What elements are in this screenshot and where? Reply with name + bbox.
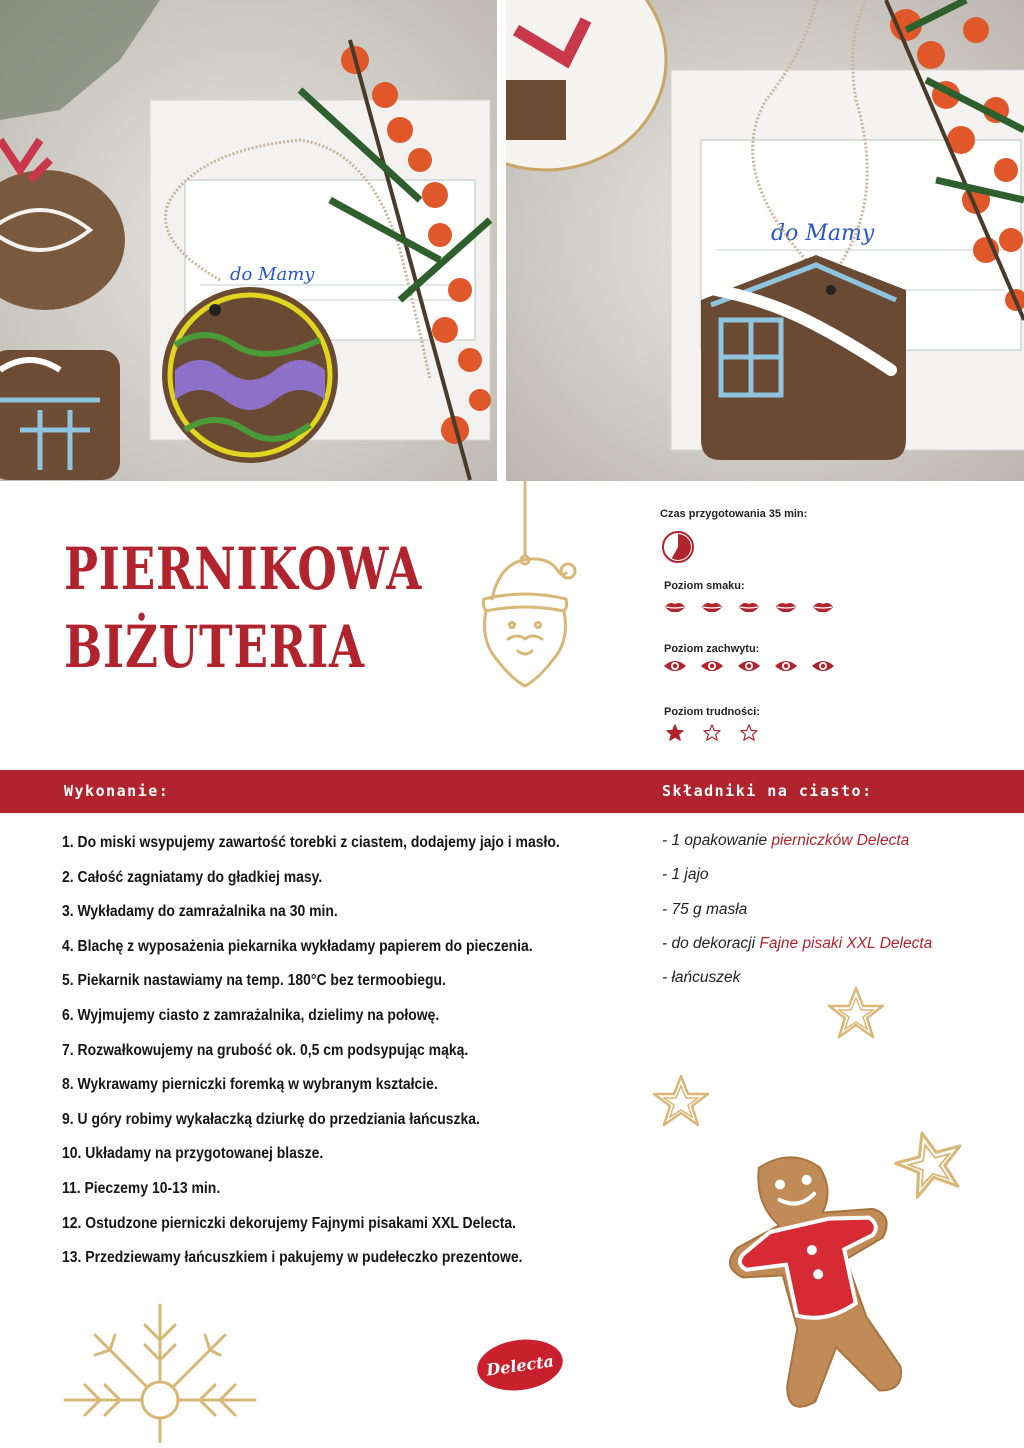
section-header-band: [0, 770, 1024, 813]
ingredients-list: [662, 828, 932, 999]
step-item: 9. U góry robimy wykałaczką dziurkę do przedziania łańcuszka.: [62, 1110, 480, 1128]
eye-icon: [774, 656, 798, 676]
photo-ornament-pendant: [0, 0, 497, 481]
step-item: 12. Ostudzone pierniczki dekorujemy Fajnymi pisakami XXL Delecta.: [62, 1214, 517, 1232]
difficulty-star-icon: [737, 723, 761, 743]
delight-label: Poziom zachwytu:: [664, 643, 760, 655]
santa-ornament-icon: [470, 481, 580, 691]
lips-icon: [737, 597, 761, 617]
prep-time-fill: [672, 534, 691, 560]
lips-icon: [811, 597, 835, 617]
taste-rating: [663, 597, 835, 617]
delight-rating: [663, 656, 835, 676]
taste-label: Poziom smaku:: [664, 580, 745, 592]
step-item: 11. Pieczemy 10-13 min.: [62, 1179, 221, 1197]
step-item: 7. Rozwałkowujemy na grubość ok. 0,5 cm podsypując mąką.: [62, 1041, 469, 1059]
ingredient-item: - 1 opakowanie pierniczków Delecta: [662, 832, 910, 849]
lips-icon: [663, 597, 687, 617]
step-item: 4. Blachę z wyposażenia piekarnika wykładamy papierem do pieczenia.: [62, 937, 533, 955]
lips-icon: [774, 597, 798, 617]
photo-house-pendant: [506, 0, 1024, 481]
difficulty-label: Poziom trudności:: [664, 706, 760, 718]
ingredients-header: Składniki na ciasto:: [662, 782, 873, 800]
difficulty-star-icon: [663, 723, 687, 743]
lips-icon: [700, 597, 724, 617]
difficulty-star-icon: [700, 723, 724, 743]
step-item: 1. Do miski wsypujemy zawartość torebki z ciastem, dodajemy jajo i masło.: [62, 834, 560, 851]
difficulty-rating: [663, 723, 761, 743]
step-item: 2. Całość zagniatamy do gładkiej masy.: [62, 868, 323, 886]
ingredient-item: - 1 jajo: [662, 866, 709, 884]
step-item: 10. Układamy na przygotowanej blasze.: [62, 1145, 324, 1163]
eye-icon: [737, 656, 761, 676]
step-item: 3. Wykładamy do zamrażalnika na 30 min.: [62, 903, 338, 921]
steps-header: Wykonanie:: [64, 782, 170, 800]
ingredient-item: - łańcuszek: [662, 969, 741, 987]
snowflake-icon: [60, 1300, 260, 1448]
card-handwriting: do Mamy: [230, 264, 315, 285]
recipe-title: [64, 530, 523, 686]
gingerbread-man-image: [700, 1150, 930, 1425]
step-item: 8. Wykrawamy pierniczki foremką w wybranym kształcie.: [62, 1076, 438, 1094]
step-item: 13. Przedziewamy łańcuszkiem i pakujemy w pudełeczko prezentowe.: [62, 1249, 523, 1267]
steps-list: [62, 830, 615, 1280]
prep-time-label: Czas przygotowania 35 min:: [660, 508, 808, 520]
eye-icon: [811, 656, 835, 676]
star-icon: [651, 1073, 711, 1134]
title-line-1: PIERNIKOWA: [64, 535, 423, 603]
clock-icon: [660, 529, 696, 570]
eye-icon: [700, 656, 724, 676]
step-item: 6. Wyjmujemy ciasto z zamrażalnika, dzielimy na połowę.: [62, 1006, 440, 1024]
step-item: 5. Piekarnik nastawiamy na temp. 180°C bez termoobiegu.: [62, 972, 446, 990]
ingredient-item: - do dekoracji Fajne pisaki XXL Delecta: [662, 934, 933, 952]
star-icon: [826, 985, 886, 1046]
eye-icon: [663, 656, 687, 676]
card-handwriting: do Mamy: [771, 221, 875, 246]
ingredient-item: - 75 g masła: [662, 900, 748, 918]
delecta-logo: Delecta: [474, 1334, 566, 1395]
title-line-2: BIŻUTERIA: [64, 613, 365, 681]
